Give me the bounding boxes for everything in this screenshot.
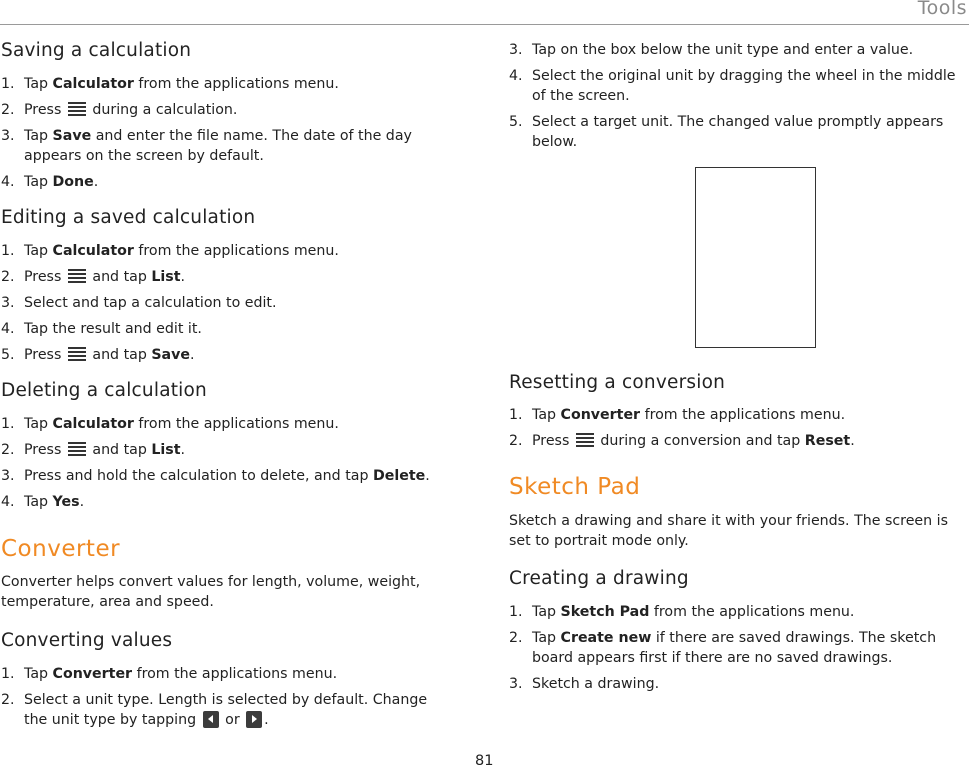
converter-intro: Converter helps convert values for length, volume, weight, temperature, area and speed. xyxy=(1,574,421,610)
list-item: 1. Tap Sketch Pad from the applications menu. xyxy=(509,604,855,620)
list-item: 1. Tap Calculator from the applications menu. xyxy=(1,416,339,432)
list-item: 3. Tap on the box below the unit type and enter a value. xyxy=(509,42,914,58)
list-item: 3. Sketch a drawing. xyxy=(509,676,660,692)
section-title-deleting: Deleting a calculation xyxy=(1,380,207,401)
page-header-title: Tools xyxy=(917,0,967,19)
section-title-converting: Converting values xyxy=(1,630,173,651)
list-item: 2. Press and tap List. xyxy=(1,269,185,285)
section-title-sketch-pad: Sketch Pad xyxy=(509,474,641,500)
list-item: 5. Select a target unit. The changed value promptly appears below. xyxy=(509,114,944,150)
list-item: 2. Tap Create new if there are saved drawings. The sketch board appears first if there are no saved drawings. xyxy=(509,630,937,666)
header-divider xyxy=(0,24,969,25)
list-item: 4. Tap the result and edit it. xyxy=(1,321,202,337)
list-item: 3. Press and hold the calculation to delete, and tap Delete. xyxy=(1,468,430,484)
menu-icon xyxy=(575,432,595,448)
page-number: 81 xyxy=(475,753,494,769)
list-item: 1. Tap Calculator from the applications menu. xyxy=(1,76,339,92)
list-item: 2. Select a unit type. Length is selected by default. Change the unit type by tapping or . xyxy=(1,692,428,728)
menu-icon xyxy=(67,346,87,362)
list-item: 3. Tap Save and enter the file name. The date of the day appears on the screen by default. xyxy=(1,128,412,164)
list-item: 3. Select and tap a calculation to edit. xyxy=(1,295,277,311)
list-item: 5. Press and tap Save. xyxy=(1,347,195,363)
list-item: 2. Press and tap List. xyxy=(1,442,185,458)
section-title-resetting: Resetting a conversion xyxy=(509,372,726,393)
list-item: 4. Tap Yes. xyxy=(1,494,85,510)
section-title-converter: Converter xyxy=(1,536,121,562)
list-item: 2. Press during a conversion and tap Reset. xyxy=(509,433,855,449)
list-item: 1. Tap Calculator from the applications menu. xyxy=(1,243,339,259)
section-title-saving: Saving a calculation xyxy=(1,40,192,61)
menu-icon xyxy=(67,441,87,457)
list-item: 1. Tap Converter from the applications menu. xyxy=(509,407,846,423)
list-item: 4. Tap Done. xyxy=(1,174,99,190)
converter-screenshot-placeholder xyxy=(695,167,816,348)
section-title-creating: Creating a drawing xyxy=(509,568,689,589)
arrow-right-icon xyxy=(246,711,262,728)
sketch-pad-intro: Sketch a drawing and share it with your friends. The screen is set to portrait mode only. xyxy=(509,513,948,549)
list-item: 4. Select the original unit by dragging the wheel in the middle of the screen. xyxy=(509,68,956,104)
list-item: 2. Press during a calculation. xyxy=(1,102,238,118)
section-title-editing: Editing a saved calculation xyxy=(1,207,256,228)
arrow-left-icon xyxy=(203,711,219,728)
list-item: 1. Tap Converter from the applications menu. xyxy=(1,666,338,682)
menu-icon xyxy=(67,268,87,284)
menu-icon xyxy=(67,101,87,117)
